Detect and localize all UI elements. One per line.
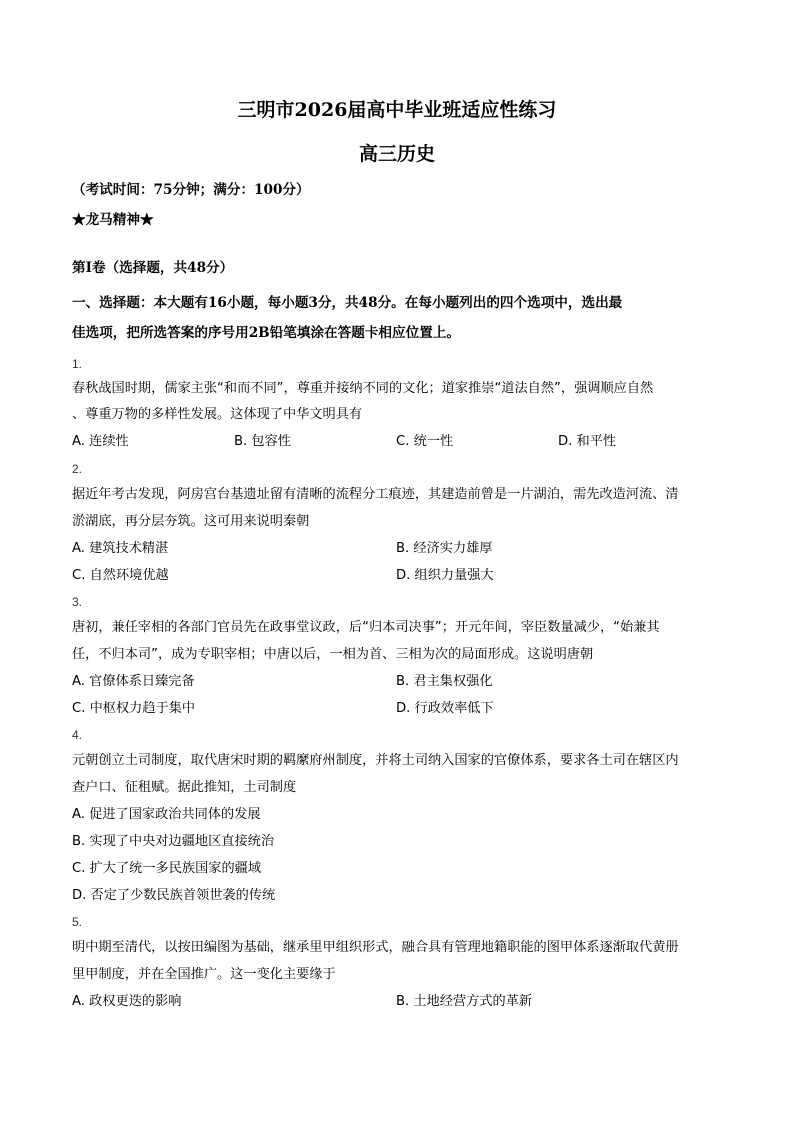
question-3-stem-line-1: 唐初，兼任宰相的各部门官员先在政事堂议政，后“归本司决事”；开元年间，宰臣数量减少，“始兼其 [72,620,660,635]
question-4-number: 4. [72,728,83,742]
question-2-stem-line-2: 淤湖底，再分层夯筑。这可用来说明秦朝 [72,514,310,529]
question-3-stem-line-2: 任，不归本司”，成为专职宰相；中唐以后，一相为首、三相为次的局面形成。这说明唐朝 [72,647,594,662]
question-1-option-d: D. 和平性 [558,434,617,449]
question-1-stem-line-2: 、尊重万物的多样性发展。这体现了中华文明具有 [72,407,363,422]
question-2-option-a: A. 建筑技术精湛 [72,541,169,556]
question-3-option-d: D. 行政效率低下 [396,701,494,716]
exam-motto: ★龙马精神★ [72,212,154,228]
question-2-option-c: C. 自然环境优越 [72,568,169,583]
question-4-stem-line-1: 元朝创立土司制度，取代唐宋时期的羁縻府州制度，并将土司纳入国家的官僚体系，要求各土司在辖区内 [72,753,679,768]
volume-heading: 第I卷（选择题，共48分） [72,260,234,276]
question-4-option-c: C. 扩大了统一多民族国家的疆域 [72,861,262,876]
question-5-number: 5. [72,915,83,929]
question-2-number: 2. [72,462,83,476]
question-2-stem-line-1: 据近年考古发现，阿房宫台基遗址留有清晰的流程分工痕迹，其建造前曾是一片湖泊，需先改造河流、清 [72,487,679,502]
question-5-option-a: A. 政权更迭的影响 [72,994,182,1009]
exam-info: （考试时间：75分钟；满分：100分） [72,182,310,198]
instructions-line-2: 佳选项，把所选答案的序号用2B铅笔填涂在答题卡相应位置上。 [72,325,460,341]
exam-title: 三明市2026届高中毕业班适应性练习 [237,99,557,121]
question-5-stem-line-2: 里甲制度，并在全国推广。这一变化主要缘于 [72,967,336,982]
question-4-option-d: D. 否定了少数民族首领世袭的传统 [72,888,276,903]
exam-subject: 高三历史 [358,143,435,165]
instructions-line-1: 一、选择题：本大题有16小题，每小题3分，共48分。在每小题列出的四个选项中，选出最 [72,295,623,311]
question-3-option-b: B. 君主集权强化 [396,674,493,689]
question-1-option-a: A. 连续性 [72,434,129,449]
question-1-stem-line-1: 春秋战国时期，儒家主张“和而不同”，尊重并接纳不同的文化；道家推崇“道法自然”，强调顺应自然 [72,381,654,396]
question-4-option-b: B. 实现了中央对边疆地区直接统治 [72,834,275,849]
question-4-option-a: A. 促进了国家政治共同体的发展 [72,807,261,822]
question-3-option-a: A. 官僚体系日臻完备 [72,674,195,689]
question-5-option-b: B. 土地经营方式的革新 [396,994,533,1009]
question-1-number: 1. [72,357,83,371]
question-2-option-b: B. 经济实力雄厚 [396,541,493,556]
question-3-option-c: C. 中枢权力趋于集中 [72,701,196,716]
question-5-stem-line-1: 明中期至清代，以按田编图为基础，继承里甲组织形式，融合具有管理地籍职能的图甲体系逐渐取代黄册 [72,940,679,955]
question-2-option-d: D. 组织力量强大 [396,568,494,583]
question-1-option-b: B. 包容性 [234,434,291,449]
question-4-stem-line-2: 查户口、征租赋。据此推知，土司制度 [72,780,297,795]
question-1-option-c: C. 统一性 [396,434,454,449]
question-3-number: 3. [72,595,83,609]
